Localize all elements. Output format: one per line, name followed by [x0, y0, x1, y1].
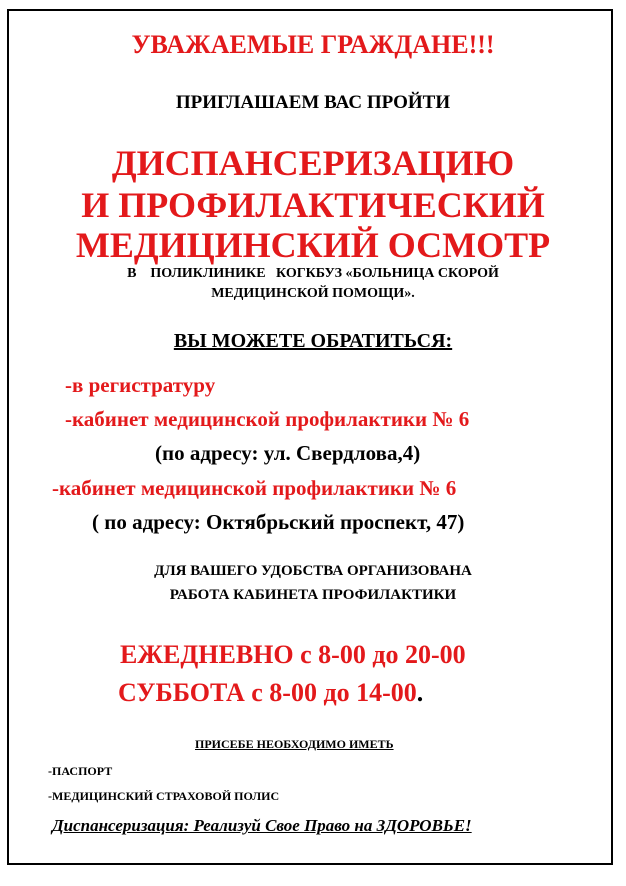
contact-office-1: -кабинет медицинской профилактики № 6 [65, 407, 470, 431]
headline-line-3: МЕДИЦИНСКИЙ ОСМОТР [75, 225, 551, 265]
schedule-daily: ЕЖЕДНЕВНО с 8-00 до 20-00 [120, 640, 466, 669]
requirements-heading: ПРИСЕБЕ НЕОБХОДИМО ИМЕТЬ [195, 737, 394, 751]
requirement-insurance: -МЕДИЦИНСКИЙ СТРАХОВОЙ ПОЛИС [48, 789, 280, 803]
schedule-saturday-text: СУББОТА с 8-00 до 14-00 [118, 678, 417, 707]
contact-address-2: ( по адресу: Октябрьский проспект, 47) [92, 510, 465, 534]
invite-text: ПРИГЛАШАЕМ ВАС ПРОЙТИ [175, 92, 451, 113]
headline-line-1: ДИСПАНСЕРИЗАЦИЮ [111, 143, 515, 183]
requirement-passport: -ПАСПОРТ [48, 764, 113, 778]
headline-line-2: И ПРОФИЛАКТИЧЕСКИЙ [81, 185, 545, 225]
convenience-line-1: ДЛЯ ВАШЕГО УДОБСТВА ОРГАНИЗОВАНА [154, 563, 472, 579]
slogan: Диспансеризация: Реализуй Свое Право на ЗДОРОВЬЕ! [52, 816, 472, 835]
contacts-heading: ВЫ МОЖЕТЕ ОБРАТИТЬСЯ: [173, 330, 453, 352]
greeting-title: УВАЖАЕМЫЕ ГРАЖДАНЕ!!! [131, 30, 495, 59]
clinic-line-1: В ПОЛИКЛИНИКЕ КОГКБУЗ «БОЛЬНИЦА СКОРОЙ [127, 266, 499, 281]
schedule-saturday-period: . [416, 678, 424, 707]
convenience-line-2: РАБОТА КАБИНЕТА ПРОФИЛАКТИКИ [169, 587, 457, 603]
clinic-line-2: МЕДИЦИНСКОЙ ПОМОЩИ». [211, 286, 415, 301]
contact-registry: -в регистратуру [65, 373, 216, 397]
contact-address-1: (по адресу: ул. Свердлова,4) [155, 441, 421, 465]
schedule-saturday [118, 678, 423, 708]
contact-office-2: -кабинет медицинской профилактики № 6 [52, 476, 457, 500]
